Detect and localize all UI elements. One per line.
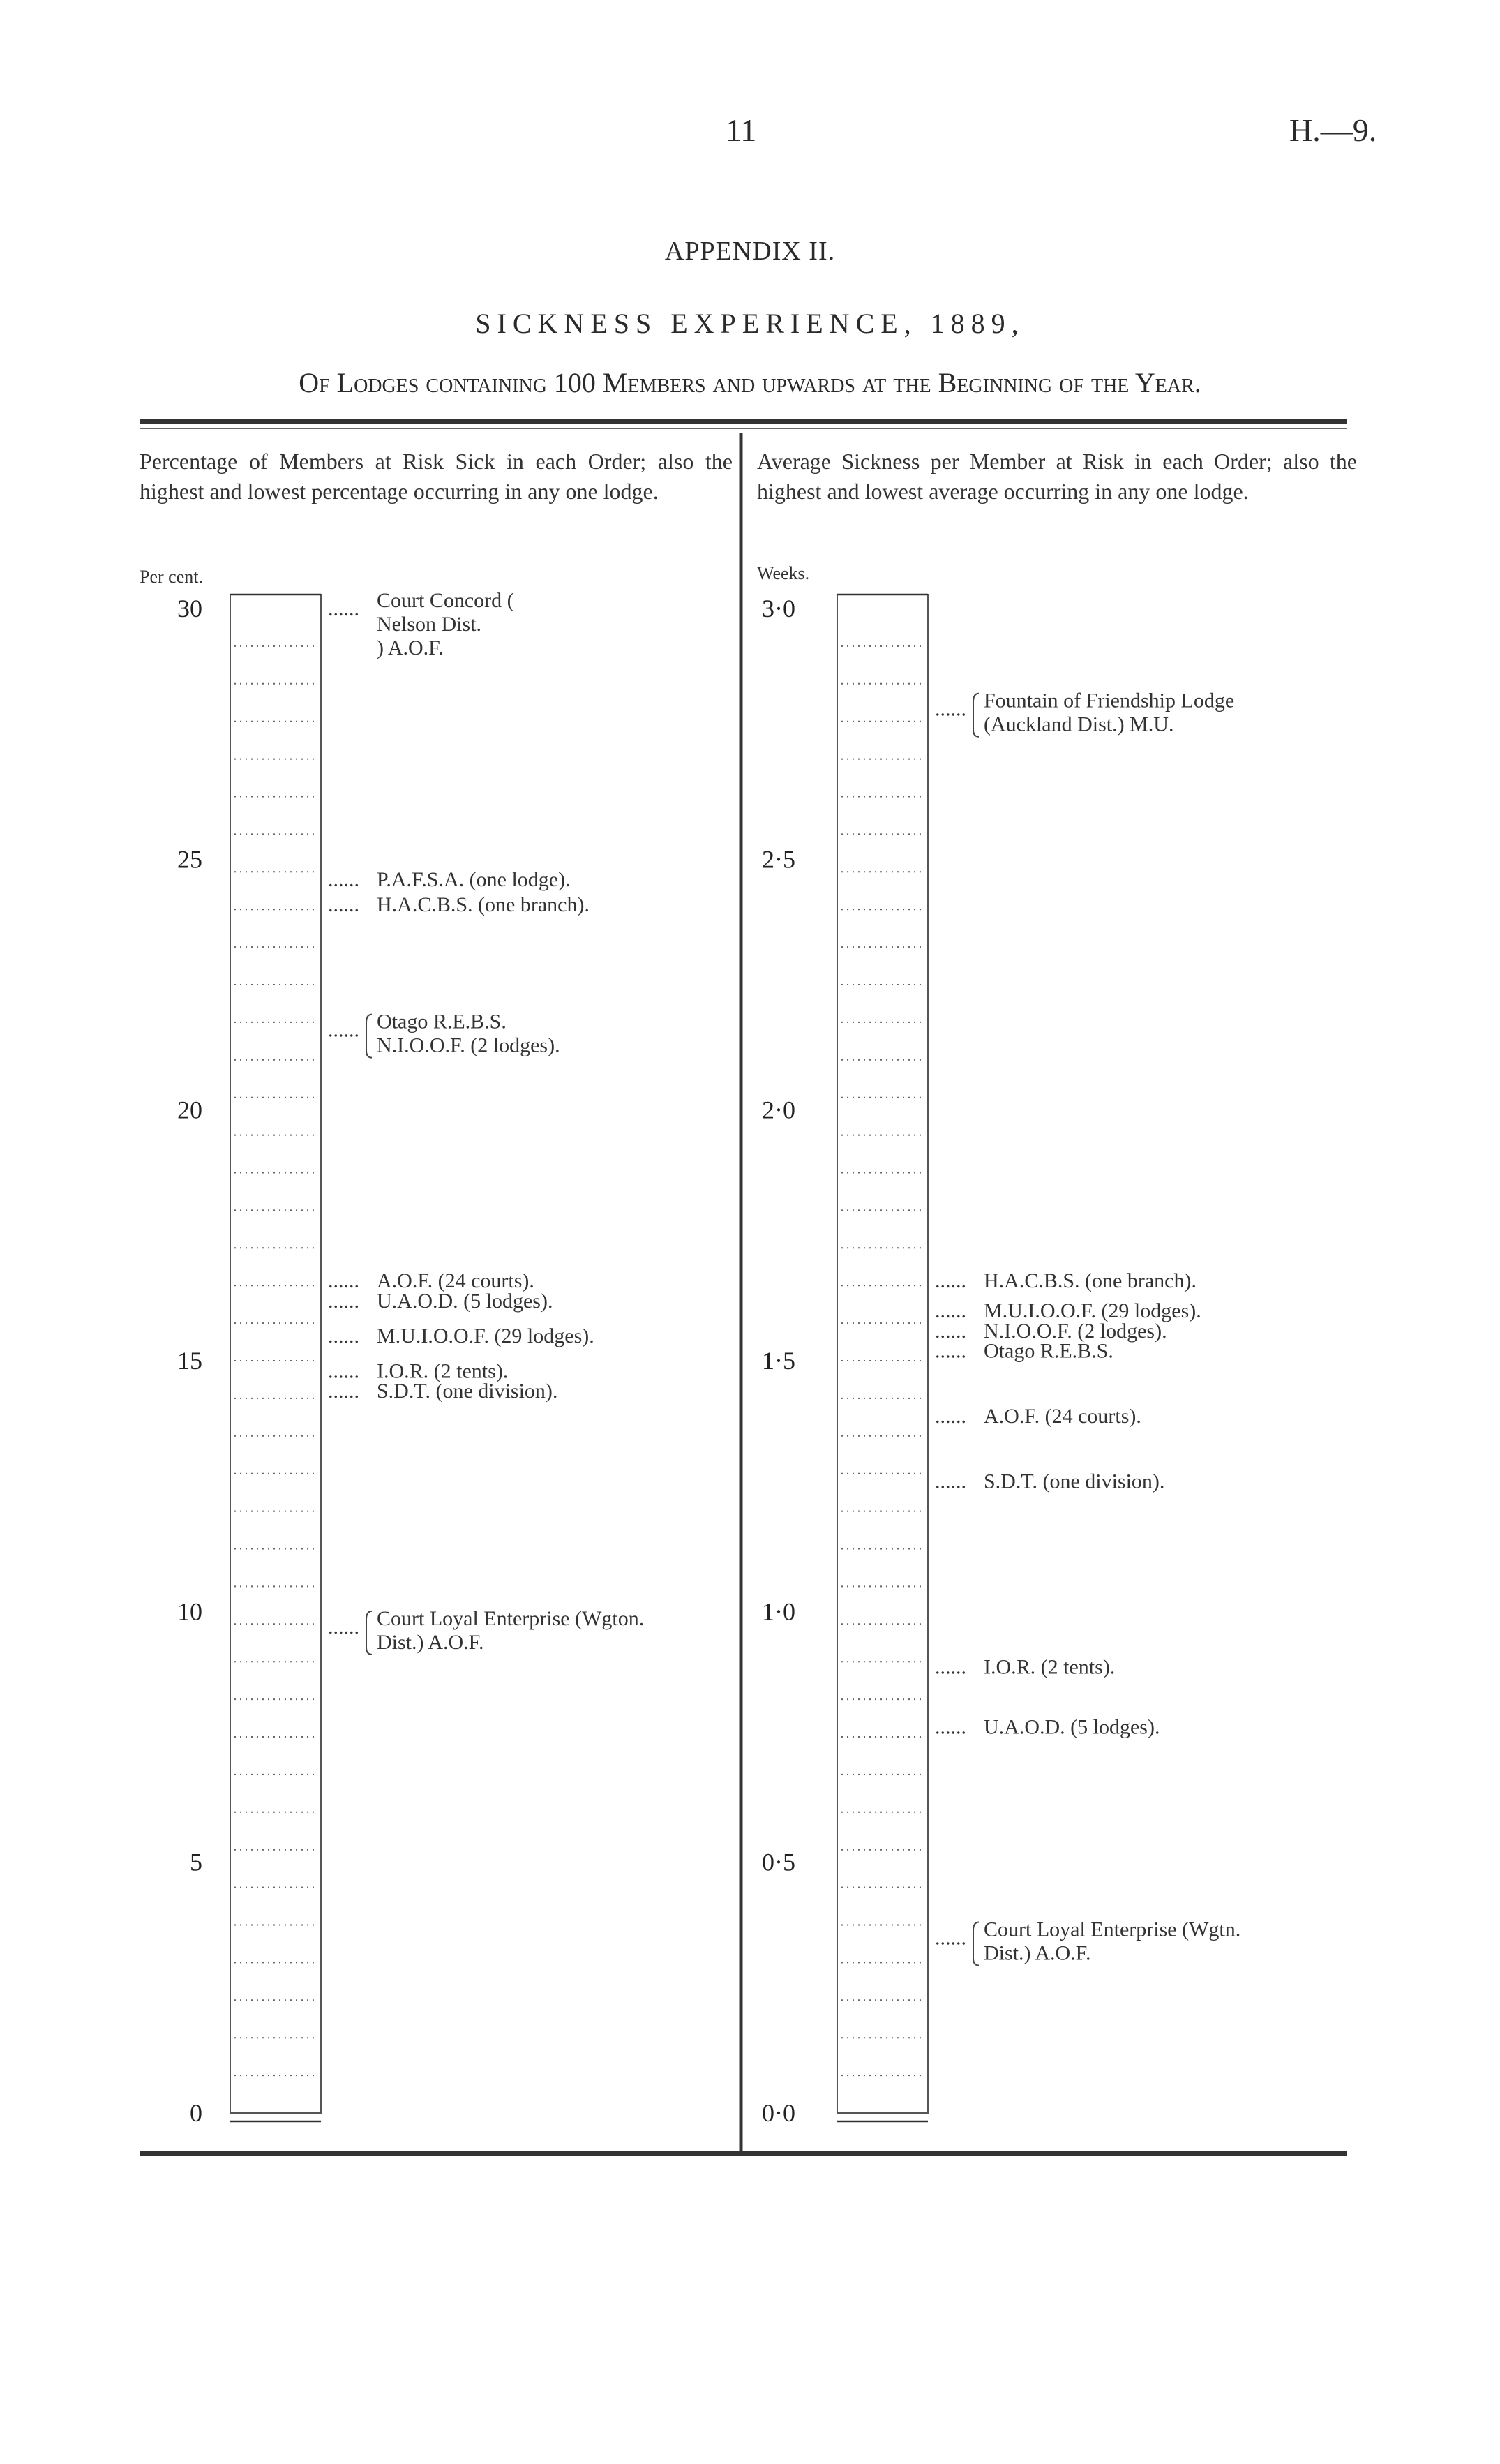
tick-label: 10	[177, 1597, 202, 1626]
tick-label: 1·5	[762, 1347, 795, 1375]
axis-label: Weeks.	[757, 563, 810, 583]
axis-label: Per cent.	[140, 567, 203, 587]
annotation-leader: ......	[935, 697, 966, 721]
annotation	[935, 1918, 1240, 1965]
left-panel-caption: Percentage of Members at Risk Sick in each Order; also the highest and lowest percentage occurring in any one lodge.	[140, 449, 733, 504]
annotation	[935, 1470, 1164, 1493]
annotation-leader: ......	[328, 1018, 359, 1042]
annotation-leader: ......	[328, 893, 359, 917]
scale-column	[230, 595, 321, 2113]
annotation-text: Dist.) A.O.F.	[377, 1630, 484, 1654]
tick-label: 25	[177, 845, 202, 874]
annotation	[935, 1405, 1141, 1428]
annotation-text: S.D.T. (one division).	[984, 1470, 1165, 1493]
annotation-text: Fountain of Friendship Lodge	[984, 689, 1235, 712]
tick-label: 20	[177, 1096, 202, 1124]
annotation	[328, 1010, 560, 1058]
annotation-text: Nelson Dist.	[377, 613, 481, 636]
annotation-text: M.U.I.O.O.F. (29 lodges).	[984, 1299, 1201, 1323]
annotation-leader: ......	[935, 1339, 966, 1363]
annotation-leader: ......	[328, 1615, 359, 1638]
annotation	[935, 1340, 1113, 1363]
annotation-text: U.A.O.D. (5 lodges).	[377, 1289, 553, 1313]
annotation-leader: ......	[328, 1359, 359, 1383]
annotation-leader: ......	[935, 1715, 966, 1739]
annotation-text: ) A.O.F.	[377, 636, 444, 659]
subtitle: Of Lodges containing 100 Members and upwards at the Beginning of the Year.	[299, 367, 1201, 398]
annotation-text: U.A.O.D. (5 lodges).	[984, 1715, 1160, 1739]
annotation	[935, 1269, 1197, 1292]
annotation-text: Court Concord (	[377, 589, 514, 612]
annotation-text: I.O.R. (2 tents).	[984, 1655, 1116, 1679]
annotation-brace	[366, 1611, 372, 1655]
annotation-text: M.U.I.O.O.F. (29 lodges).	[377, 1324, 594, 1348]
annotation-leader: ......	[328, 868, 359, 892]
right-panel	[757, 563, 1240, 2127]
annotation-text: S.D.T. (one division).	[377, 1380, 558, 1403]
annotation-leader: ......	[935, 1405, 966, 1428]
annotation-text: A.O.F. (24 courts).	[984, 1405, 1141, 1428]
annotation-text: Court Loyal Enterprise (Wgtn.	[984, 1918, 1241, 1941]
annotation	[328, 1324, 594, 1347]
annotation-leader: ......	[328, 597, 359, 620]
annotation-leader: ......	[935, 1926, 966, 1950]
tick-label: 0·0	[762, 2099, 795, 2127]
scale-column	[837, 595, 928, 2113]
annotation-brace	[366, 1015, 372, 1058]
right-panel-caption: Average Sickness per Member at Risk in each Order; also the highest and lowest average occurring in any one lodge.	[757, 449, 1357, 504]
tick-label: 2·0	[762, 1096, 795, 1124]
annotation-text: H.A.C.B.S. (one branch).	[984, 1269, 1197, 1293]
tick-label: 5	[190, 1848, 202, 1876]
annotation-text: Otago R.E.B.S.	[377, 1010, 507, 1033]
annotation-brace	[973, 1922, 979, 1965]
page-number: 11	[726, 112, 757, 148]
annotation-leader: ......	[328, 1324, 359, 1348]
annotation-leader: ......	[935, 1319, 966, 1343]
annotation	[328, 589, 514, 659]
annotation-text: N.I.O.O.F. (2 lodges).	[377, 1033, 560, 1057]
annotation-text: A.O.F. (24 courts).	[377, 1269, 534, 1293]
annotation-text: Otago R.E.B.S.	[984, 1339, 1113, 1363]
tick-label: 1·0	[762, 1597, 795, 1626]
tick-label: 0	[190, 2099, 202, 2127]
tick-label: 3·0	[762, 595, 795, 622]
annotation-text: P.A.F.S.A. (one lodge).	[377, 868, 571, 892]
annotation-leader: ......	[328, 1380, 359, 1403]
annotation	[935, 1655, 1115, 1678]
annotation-leader: ......	[935, 1655, 966, 1679]
appendix-title: APPENDIX II.	[664, 237, 836, 266]
tick-label: 30	[177, 595, 202, 622]
tick-label: 15	[177, 1347, 202, 1375]
annotation-text: Court Loyal Enterprise (Wgton.	[377, 1606, 645, 1630]
annotation	[935, 689, 1234, 737]
tick-label: 2·5	[762, 845, 795, 874]
main-title: SICKNESS EXPERIENCE, 1889,	[475, 308, 1025, 339]
left-panel	[140, 567, 644, 2127]
annotation-leader: ......	[935, 1470, 966, 1493]
annotation-leader: ......	[935, 1269, 966, 1293]
document-code: H.—9.	[1289, 112, 1377, 148]
tick-label: 0·5	[762, 1848, 795, 1876]
annotation-text: Dist.) A.O.F.	[984, 1941, 1091, 1965]
annotation-text: H.A.C.B.S. (one branch).	[377, 893, 590, 917]
annotation	[328, 893, 590, 916]
annotation-text: N.I.O.O.F. (2 lodges).	[984, 1319, 1167, 1343]
annotation-leader: ......	[328, 1289, 359, 1313]
annotation	[328, 1290, 553, 1313]
annotation	[328, 1607, 644, 1655]
annotation	[935, 1716, 1160, 1739]
annotation-text: I.O.R. (2 tents).	[377, 1359, 509, 1383]
annotation-leader: ......	[328, 1269, 359, 1293]
annotation-text: (Auckland Dist.) M.U.	[984, 712, 1174, 736]
annotation-leader: ......	[935, 1299, 966, 1323]
annotation	[328, 868, 571, 891]
annotation	[328, 1380, 557, 1403]
annotation-brace	[973, 694, 979, 737]
